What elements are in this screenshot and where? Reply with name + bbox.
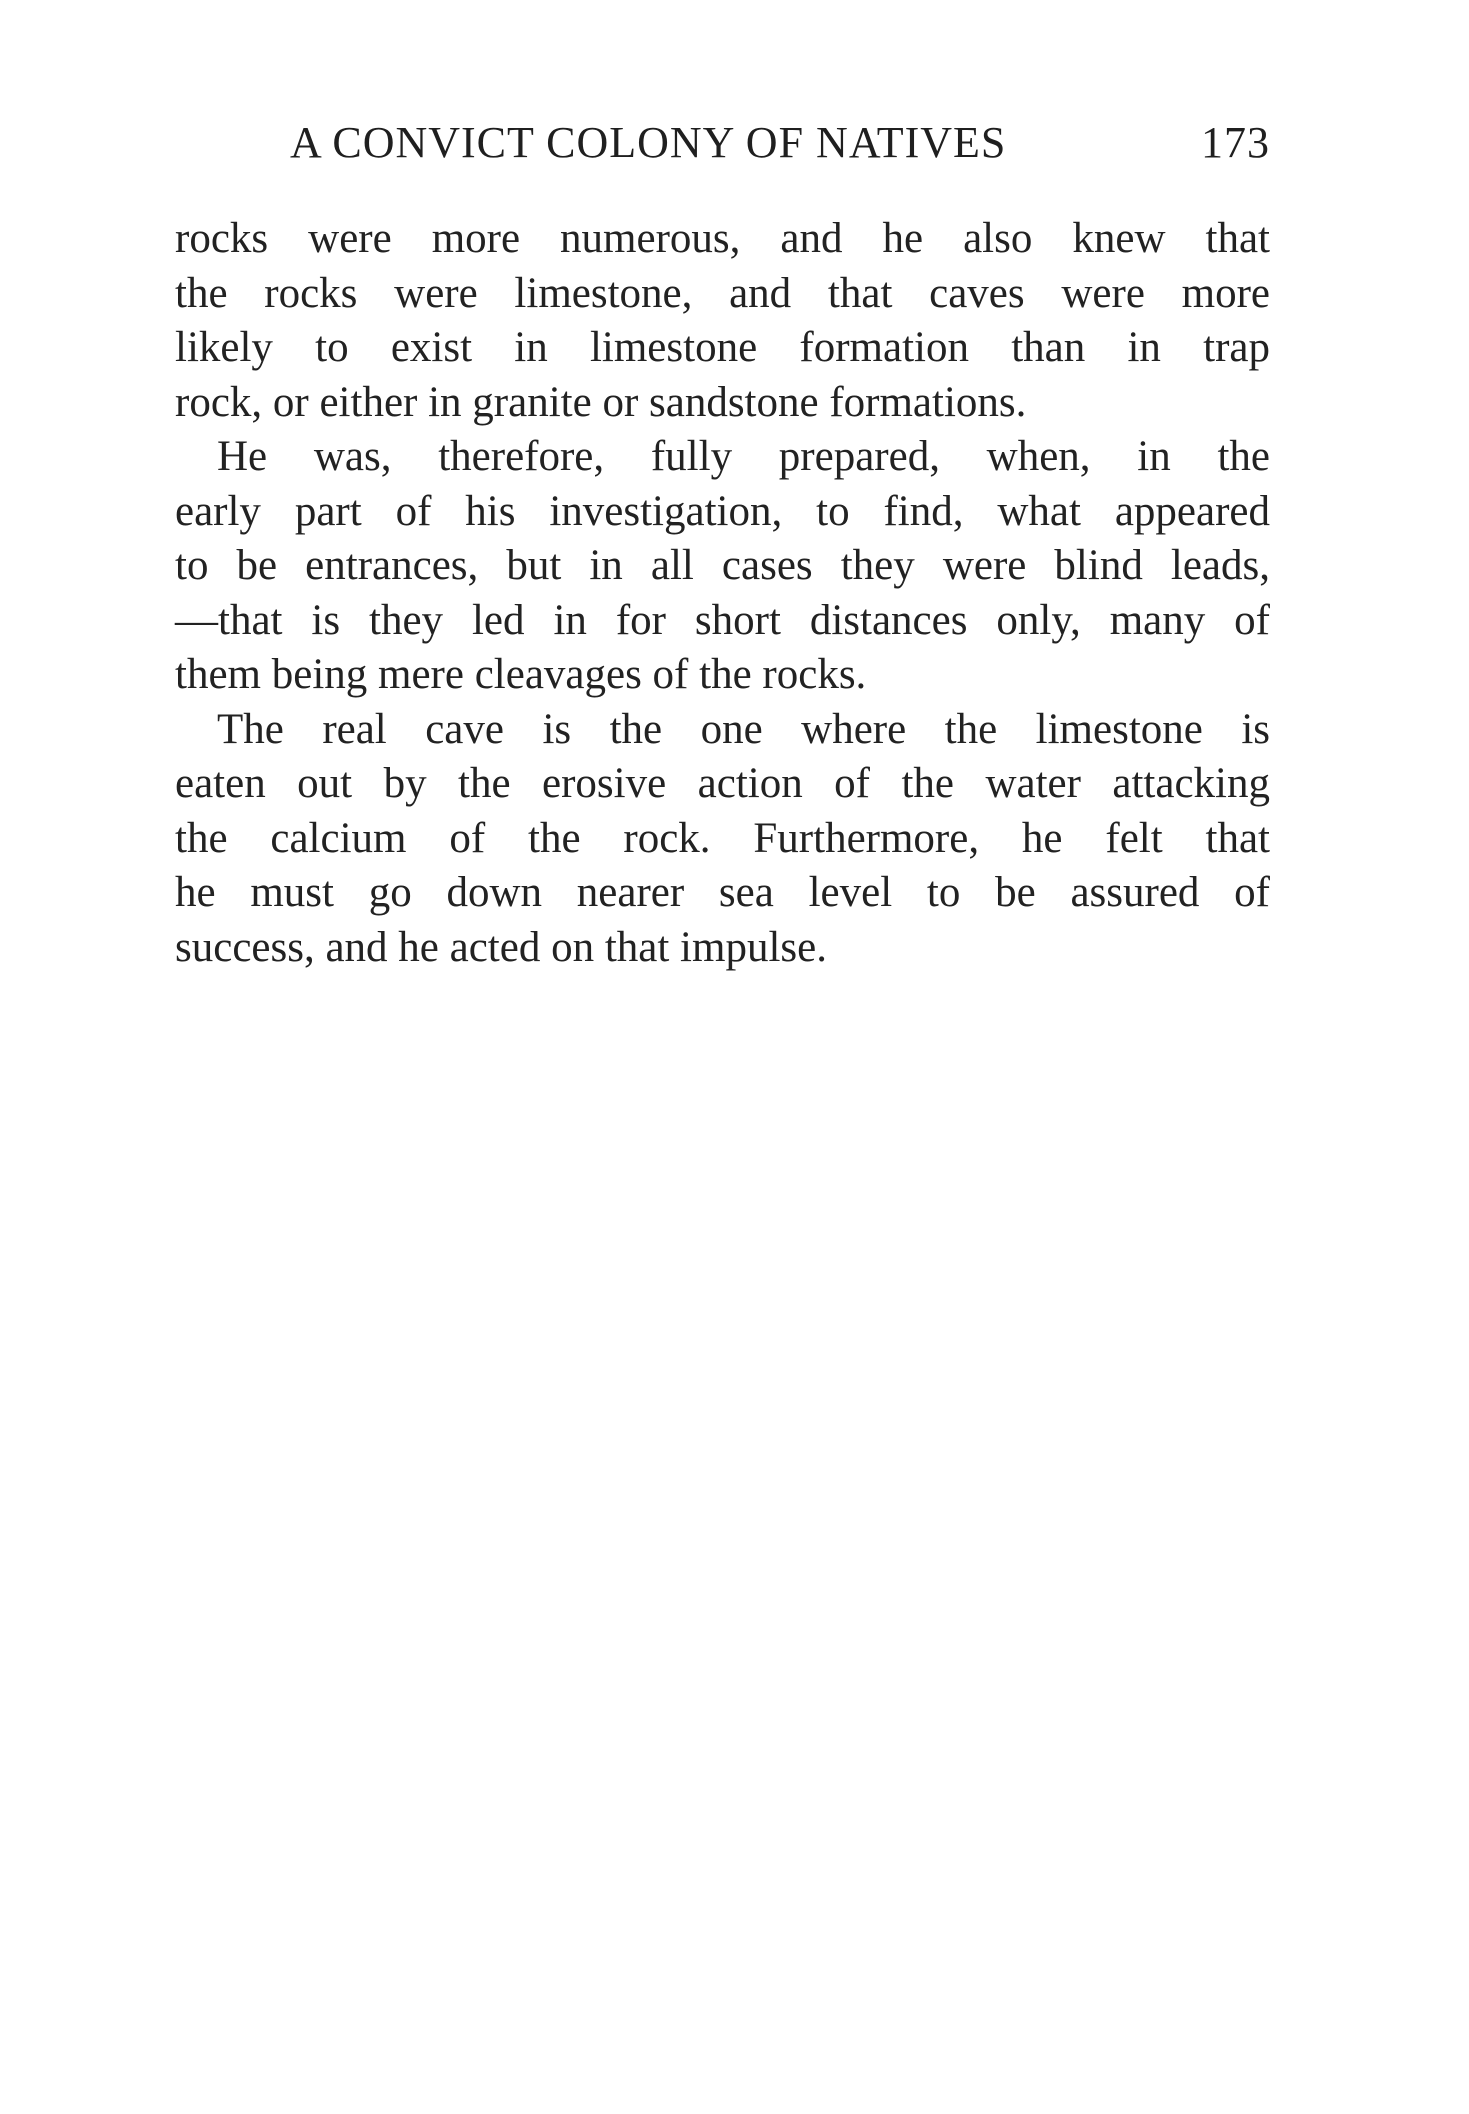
text-line: the calcium of the rock. Furthermore, he felt that: [175, 814, 1270, 862]
text-line: rocks were more numerous, and he also knew that: [175, 215, 1270, 262]
paragraph-2: [175, 430, 1270, 703]
text-line: eaten out by the erosive action of the water attacking: [175, 760, 1270, 807]
paragraph-3: [175, 703, 1270, 976]
text-line: the rocks were limestone, and that caves were more: [175, 269, 1270, 317]
running-title: A CONVICT COLONY OF NATIVES: [290, 118, 1007, 167]
text-line: success, and he acted on that impulse.: [175, 923, 827, 971]
text-line: early part of his investigation, to find, what appeared: [175, 487, 1270, 535]
text-line: likely to exist in limestone formation than in trap: [175, 324, 1270, 371]
body-text: [175, 212, 1270, 975]
text-line: to be entrances, but in all cases they were blind leads,: [175, 542, 1270, 589]
text-line: He was, therefore, fully prepared, when, in the: [217, 433, 1270, 480]
text-line: rock, or either in granite or sandstone formations.: [175, 378, 1027, 426]
paragraph-1: [175, 212, 1270, 430]
text-line: he must go down nearer sea level to be assured of: [175, 869, 1270, 916]
text-line: The real cave is the one where the limestone is: [217, 705, 1270, 753]
running-head: [290, 117, 1270, 177]
text-line: —that is they led in for short distances only, many of: [175, 596, 1270, 644]
page-number: 173: [1201, 118, 1270, 167]
text-line: them being mere cleavages of the rocks.: [175, 651, 867, 698]
